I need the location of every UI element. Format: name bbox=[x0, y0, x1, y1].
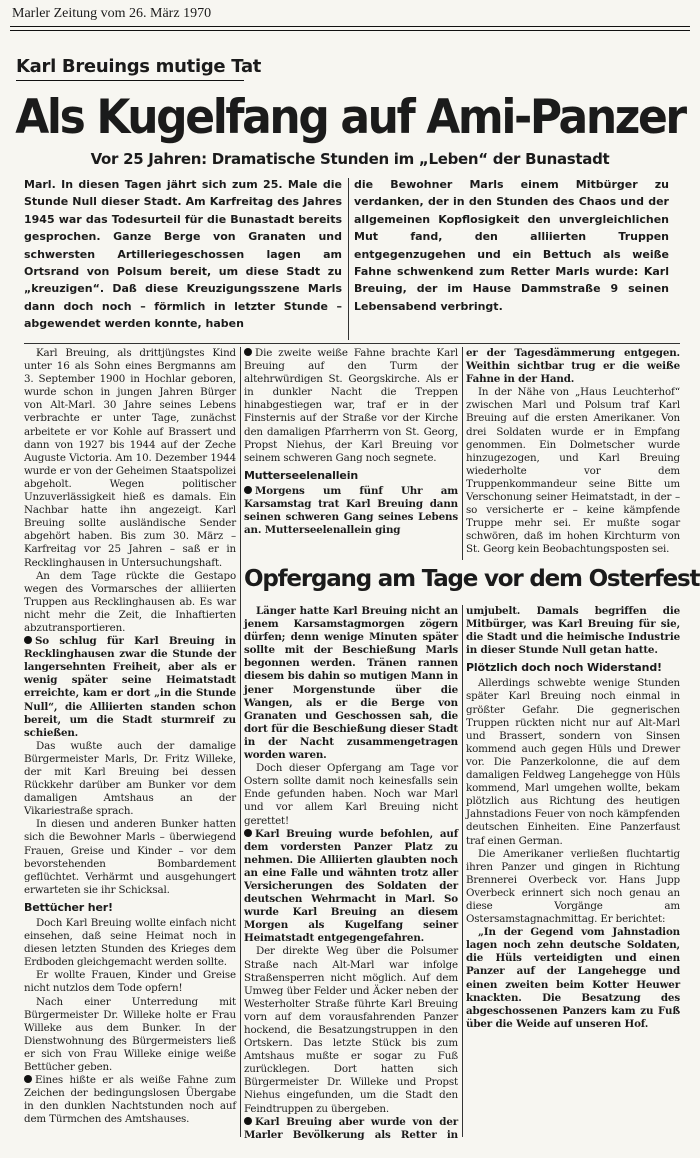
page-bottom-edge bbox=[0, 1142, 700, 1158]
lead-divider bbox=[348, 178, 349, 340]
paragraph: An dem Tage rückte die Gestapo wegen des Vormarsches der alliierten Truppen aus Recklinghausen ab. Es war nicht mehr die Zeit, die Inhaftierten abzutransportieren. bbox=[24, 569, 236, 634]
paragraph bbox=[24, 1074, 236, 1126]
paragraph: Er wollte Frauen, Kinder und Greise nicht nutzlos dem Tode opfern! bbox=[24, 969, 236, 995]
paragraph-bold: umjubelt. Damals begriffen die Mitbürger, was Karl Breuing für sie, die Stadt und die heimische Industrie in dieser Stunde Null getan hatte. bbox=[466, 605, 680, 657]
paragraph-text: Eines hißte er als weiße Fahne zum Zeichen der bedingungslosen Übergabe in den dunklen Nachtstunden noch auf dem Türmchen des Amtshauses. bbox=[24, 1074, 236, 1126]
subheading-mutterseelenallein: Mutterseelenallein bbox=[244, 468, 359, 482]
headline: Als Kugelfang auf Ami-Panzer bbox=[15, 89, 685, 146]
paragraph: In diesen und anderen Bunker hatten sich die Bewohner Marls – überwiegend Frauen, Greise und Kinder – vor dem bevorstehenden Bombardement geflüchtet. Verhärmt und ausgehungert erwarteten sie ihr Schicksal. bbox=[24, 818, 236, 896]
paragraph-bold bbox=[244, 828, 458, 946]
bullet-icon bbox=[244, 486, 252, 494]
lead-text-right: die Bewohner Marls einem Mitbürger zu verdanken, der in den Stunden des Chaos und der allgemeinen Kopflosigkeit den unvergleichlichen Mut fand, den alliierten Truppen entgegenzugehen und ein Bettuch als weiße Fahne schwenkend zum Retter Marls wurde: Karl Breuing, der im Hause Dammstraße 9 seinen Lebensabend verbringt. bbox=[354, 178, 669, 313]
subheading-bettuecher: Bettücher her! bbox=[24, 900, 113, 914]
bullet-icon bbox=[244, 829, 252, 837]
column-3 bbox=[466, 347, 680, 557]
paragraph: Das wußte auch der damalige Bürgermeister Marls, Dr. Fritz Willeke, der mit Karl Breuing bei dessen Rückkehr darüber am Bunker vor dem damaligen Amtshaus an der Vikariestraße sprach. bbox=[24, 739, 236, 818]
paragraph: Allerdings schwebte wenige Stunden später Karl Breuing noch einmal in größter Gefahr. Die gegnerischen Truppen rückten nicht nur auf Alt-Marl und Brassert, sondern von Sinsen kommend auch gegen Hüls und Drewer vor. Die Panzerkolonne, die auf dem damaligen Feldweg Langehegge von Hüls kommend, Marl umgehen wollte, bekam plötzlich aus Richtung des heutigen Jahnstadions Feuer von noch kämpfenden deutschen Einheiten. Eine Panzerfaust traf einen German. bbox=[466, 677, 680, 847]
paragraph: Doch Karl Breuing wollte einfach nicht einsehen, daß seine Heimat noch in diesen letzten Stunden des Krieges dem Erdboden gleichgemacht werden sollte. bbox=[24, 916, 236, 969]
paragraph: In der Nähe von „Haus Leuchterhof“ zwischen Marl und Polsum traf Karl Breuing auf die ersten Amerikaner. Von drei Soldaten wurde er in Empfang genommen. Ein Dolmetscher wurde hinzugezogen, und Karl Breuing wiederholte vor dem Truppenkommandeur seine Bitte um Verschonung seiner Heimatstadt, in der – so versicherte er – keine kämpfende Truppe mehr sei. Er mußte sogar schwören, daß im hohen Kirchturm von St. Georg kein Beobachtungsposten sei. bbox=[466, 386, 680, 556]
subheading-widerstand: Plötzlich doch noch Widerstand! bbox=[466, 661, 662, 675]
paragraph: Die Amerikaner verließen fluchtartig ihren Panzer und gingen in Richtung Brennerei Overbeck vor. Hans Jupp Overbeck erinnert sich noch genau an diese Vorgänge am Ostersamstagnachmittag. Er berichtet: bbox=[466, 847, 680, 926]
column-5 bbox=[466, 605, 680, 1031]
subhead: Vor 25 Jahren: Dramatische Stunden im „Leben“ der Bunastadt bbox=[90, 150, 610, 168]
paragraph-bold bbox=[24, 635, 236, 740]
bullet-icon bbox=[244, 1117, 252, 1125]
bullet-icon bbox=[24, 636, 32, 644]
lead-text-left: Marl. In diesen Tagen jährt sich zum 25. Male die Stunde Null dieser Stadt. Am Karfreitag des Jahres 1945 war das Todesurteil für die Bunastadt bereits gesprochen. Ganze Berge von Granaten und schwersten Artilleriegeschossen lagen am Ortsrand von Polsum bereit, um diese Stadt zu „kreuzigen“. Daß diese Kreuzigungsszene Marls dann doch noch – förmlich in letzter Stunde – abgewendet werden konnte, haben bbox=[24, 178, 342, 331]
paragraph-bold: er der Tagesdämmerung entgegen. Weithin sichtbar trug er die weiße Fahne in der Hand. bbox=[466, 347, 680, 386]
paragraph: Nach einer Unterredung mit Bürgermeister Dr. Willeke holte er Frau Willeke aus dem Bunker. In der Dienstwohnung des Bürgermeisters ließ er sich von Frau Willeke einige weiße Bettücher geben. bbox=[24, 995, 236, 1073]
masthead: Marler Zeitung vom 26. März 1970 bbox=[12, 6, 212, 21]
paragraph-text: Die zweite weiße Fahne brachte Karl Breuing auf den Turm der altehrwürdigen St. Georgskirche. Als er in dunkler Nacht die Treppen hinabgestiegen war, traf er in der Finsternis auf der Straße vor der Kirche den damaligen Pfarrherrn von St. Georg, Propst Niehus, der Karl Breuing vor seinem schweren Gang noch segnete. bbox=[244, 347, 458, 464]
section-headline: Opfergang am Tage vor dem Osterfest bbox=[244, 566, 700, 592]
masthead-rule bbox=[10, 26, 690, 27]
column-1 bbox=[24, 347, 236, 1126]
paragraph: Der direkte Weg über die Polsumer Straße nach Alt-Marl war infolge Straßensperren nicht möglich. Auf dem Umweg über Felder und Äcker neben der Westerholter Straße führte Karl Breuing vorn auf dem vorausfahrenden Panzer hockend, die Besatzungstruppen in den Ortskern. Das letzte Stück bis zum Amtshaus mußte er sogar zu Fuß zurücklegen. Dort hatten sich Bürgermeister Dr. Willeke und Propst Niehus eingefunden, um die Stadt den Feindtruppen zu übergeben. bbox=[244, 945, 458, 1115]
column-divider bbox=[462, 347, 463, 560]
paragraph-bold: „In der Gegend vom Jahnstadion lagen noch zehn deutsche Soldaten, die Hüls verteidigten und einen Panzer auf der Langehegge und einen zweiten beim Kotter Heuwer knackten. Die Besatzung des abgeschossenen Panzers kam zu Fuß über die Weide auf unseren Hof. bbox=[466, 926, 680, 1030]
kicker: Karl Breuings mutige Tat bbox=[16, 56, 262, 77]
paragraph-text: Karl Breuing wurde befohlen, auf dem vordersten Panzer Platz zu nehmen. Die Alliierten glaubten noch an eine Falle und wähnten trotz aller Versicherungen des Soldaten der deutschen Wehrmacht in Marl. So wurde Karl Breuing an diesem Morgen als Kugelfang seiner Heimatstadt entgegengefahren. bbox=[244, 827, 458, 945]
paragraph-text: So schlug für Karl Breuing in Recklinghausen zwar die Stunde der langersehnten Freiheit, aber als er wenig später seine Heimatstadt erreichte, kam er dort „in die Stunde Null“, die Alliierten standen schon bereit, um die Stadt sturmreif zu schießen. bbox=[24, 635, 236, 739]
bullet-icon bbox=[244, 348, 252, 356]
column-divider bbox=[462, 605, 463, 1137]
paragraph-text: Morgens um fünf Uhr am Karsamstag trat Karl Breuing dann seinen schweren Gang seines Lebens an. Mutterseelenallein ging bbox=[244, 484, 458, 537]
paragraph: Doch dieser Opfergang am Tage vor Ostern sollte damit noch keinesfalls sein Ende gefunden haben. Noch war Marl und vor allem Karl Breuing nicht gerettet! bbox=[244, 762, 458, 827]
bullet-icon bbox=[24, 1075, 32, 1083]
paragraph-text: Karl Breuing aber wurde von der Marler Bevölkerung als Retter in bbox=[244, 1115, 458, 1141]
masthead-rule-2 bbox=[10, 30, 690, 31]
paragraph-bold bbox=[244, 485, 458, 537]
paragraph-bold: Länger hatte Karl Breuing nicht an jenem Karsamstagmorgen zögern dürfen; denn wenige Minuten später sollte mit der Beschießung Marls begonnen werden. Tränen rannen diesem bis dahin so mutigen Mann in jener Morgenstunde über die Wangen, als er die Berge von Granaten und Geschossen sah, die dort für die Beschießung dieser Stadt in der Nacht zusammengetragen worden waren. bbox=[244, 605, 458, 762]
lead-bottom-rule bbox=[24, 343, 680, 344]
column-4 bbox=[244, 605, 458, 1155]
paragraph bbox=[244, 347, 458, 465]
kicker-underline bbox=[16, 80, 244, 81]
lead-paragraph-left bbox=[24, 176, 342, 333]
column-2 bbox=[244, 347, 458, 537]
paragraph: Karl Breuing, als drittjüngstes Kind unter 16 als Sohn eines Bergmanns am 3. September 1900 in Hochlar geboren, wurde schon in jungen Jahren Bürger von Alt-Marl. 30 Jahre seines Lebens verbrachte er unter Tage, zunächst arbeitete er vor Kohle auf Brassert und dann von 1927 bis 1944 auf der Zeche Auguste Victoria. Am 10. Dezember 1944 wurde er von der Geheimen Staatspolizei abgeholt. Wegen politischer Unzuverlässigkeit hieß es damals. Ein Nachbar hatte ihn angezeigt. Karl Breuing sollte ausländische Sender abgehört haben. Bis zum 30. März – Karfreitag vor 25 Jahren – saß er in Recklinghausen in Untersuchungshaft. bbox=[24, 347, 236, 569]
column-divider bbox=[240, 347, 241, 1137]
lead-paragraph-right bbox=[354, 176, 669, 315]
